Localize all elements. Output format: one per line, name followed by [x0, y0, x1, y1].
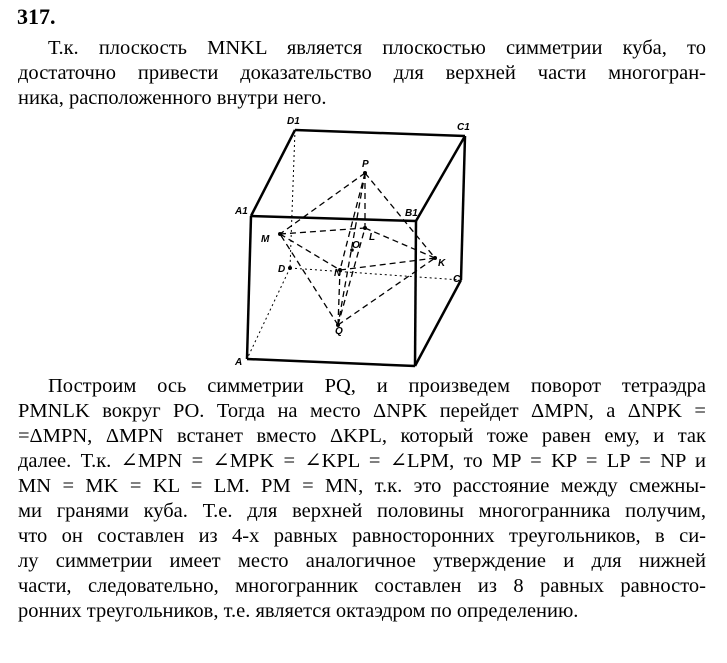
- text-line: Построим ось симметрии PQ, и произведем поворот тетраэдра: [48, 375, 706, 397]
- label-l: L: [369, 232, 376, 243]
- label-m: M: [261, 234, 270, 245]
- text-line: достаточно привести доказательство для верхней части многогран-: [18, 62, 706, 84]
- text-line: далее. Т.к. ∠MPN = ∠MPK = ∠KPL = ∠LPM, то MP = KP = LP = NP и: [18, 450, 706, 472]
- label-c: C: [453, 274, 461, 285]
- label-k: K: [438, 258, 446, 269]
- label-p: P: [362, 159, 369, 170]
- label-c1: C1: [457, 122, 470, 133]
- text-line: что он составлен из 4-х равных равносторонних треугольников, в си-: [18, 525, 706, 547]
- intro-paragraph: [18, 36, 706, 111]
- text-line: Т.к. плоскость MNKL является плоскостью симметрии куба, то: [48, 37, 706, 59]
- text-line: ника, расположенного внутри него.: [18, 87, 327, 109]
- label-a1: A1: [235, 206, 248, 217]
- label-d1: D1: [287, 116, 300, 127]
- text-line: PMNLK вокруг PO. Тогда на место ΔNPK перейдет ΔMPN, а ΔNPK =: [18, 400, 706, 422]
- problem-number: 317.: [17, 4, 56, 29]
- cube-octahedron-figure: [225, 110, 475, 372]
- label-n: N: [334, 268, 342, 279]
- label-a: A: [235, 357, 243, 368]
- text-line: =ΔMPN, ΔMPN встанет вместо ΔKPL, который тоже равен ему, и так: [18, 425, 706, 447]
- text-line: MN = MK = KL = LM. PM = MN, т.к. это расстояние между смежны-: [18, 475, 706, 497]
- text-line: части, следовательно, многогранник составлен из 8 равных равносто-: [18, 575, 706, 597]
- text-line: ми гранями куба. Т.е. для верхней половины многогранника получим,: [18, 500, 706, 522]
- text-line: лу симметрии имеет место аналогичное утверждение и для нижней: [18, 550, 706, 572]
- proof-paragraph: [18, 374, 706, 624]
- label-b1: B1: [405, 208, 418, 219]
- label-o: O: [352, 240, 360, 251]
- text-line: ронних треугольников, т.е. является октаэдром по определению.: [18, 600, 579, 622]
- label-q: Q: [335, 326, 343, 337]
- label-d: D: [278, 264, 286, 275]
